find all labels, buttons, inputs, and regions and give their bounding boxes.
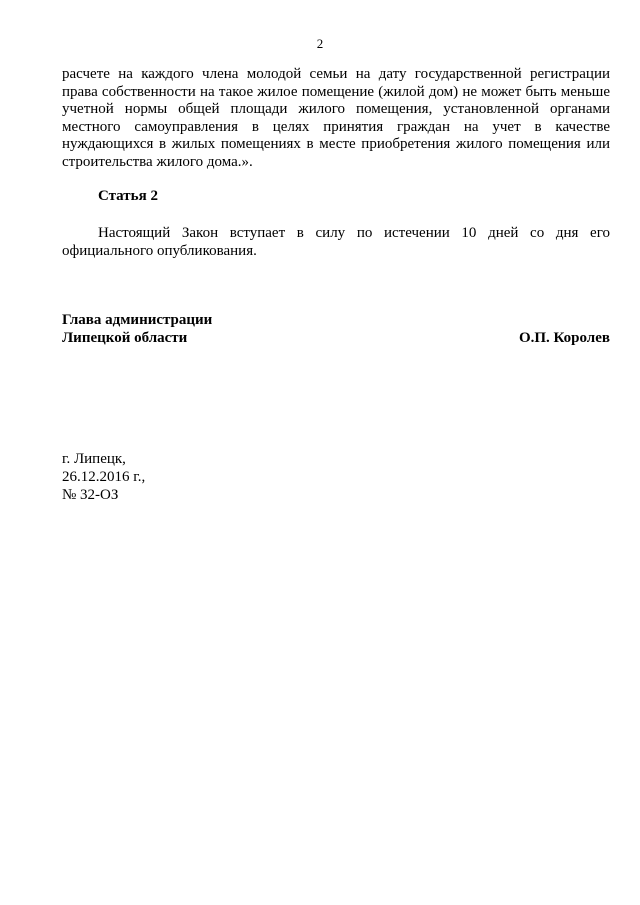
signatory-name: О.П. Королев <box>518 330 610 346</box>
footer-law-number: № 32-ОЗ <box>62 487 119 503</box>
paragraph-line: права собственности на такое жилое помещение (жилой дом) не может быть меньше <box>62 83 610 100</box>
page-number: 2 <box>316 36 324 51</box>
article-text-line: официального опубликования. <box>62 243 257 259</box>
footer-city: г. Липецк, <box>62 451 126 467</box>
paragraph-line: нуждающихся в жилых помещениях в месте приобретения жилого помещения или <box>62 136 610 153</box>
article-text <box>62 224 610 260</box>
signatory-title-line2: Липецкой области <box>62 330 188 346</box>
article-heading: Статья 2 <box>98 188 158 204</box>
paragraph-line: местного самоуправления в целях принятия граждан на учет в качестве <box>62 118 610 135</box>
document-footer <box>62 450 145 504</box>
article-text-line: Настоящий Закон вступает в силу по истечении 10 дней со дня его <box>98 225 610 241</box>
continued-paragraph <box>62 66 610 172</box>
paragraph-line: расчете на каждого члена молодой семьи на дату государственной регистрации <box>62 66 610 82</box>
signatory-title-line1: Глава администрации <box>62 312 213 328</box>
signature-block <box>62 311 610 347</box>
footer-date: 26.12.2016 г., <box>62 469 146 485</box>
paragraph-line: строительства жилого дома.». <box>62 153 253 170</box>
paragraph-line: учетной нормы общей площади жилого помещения, установленной органами <box>62 101 610 118</box>
